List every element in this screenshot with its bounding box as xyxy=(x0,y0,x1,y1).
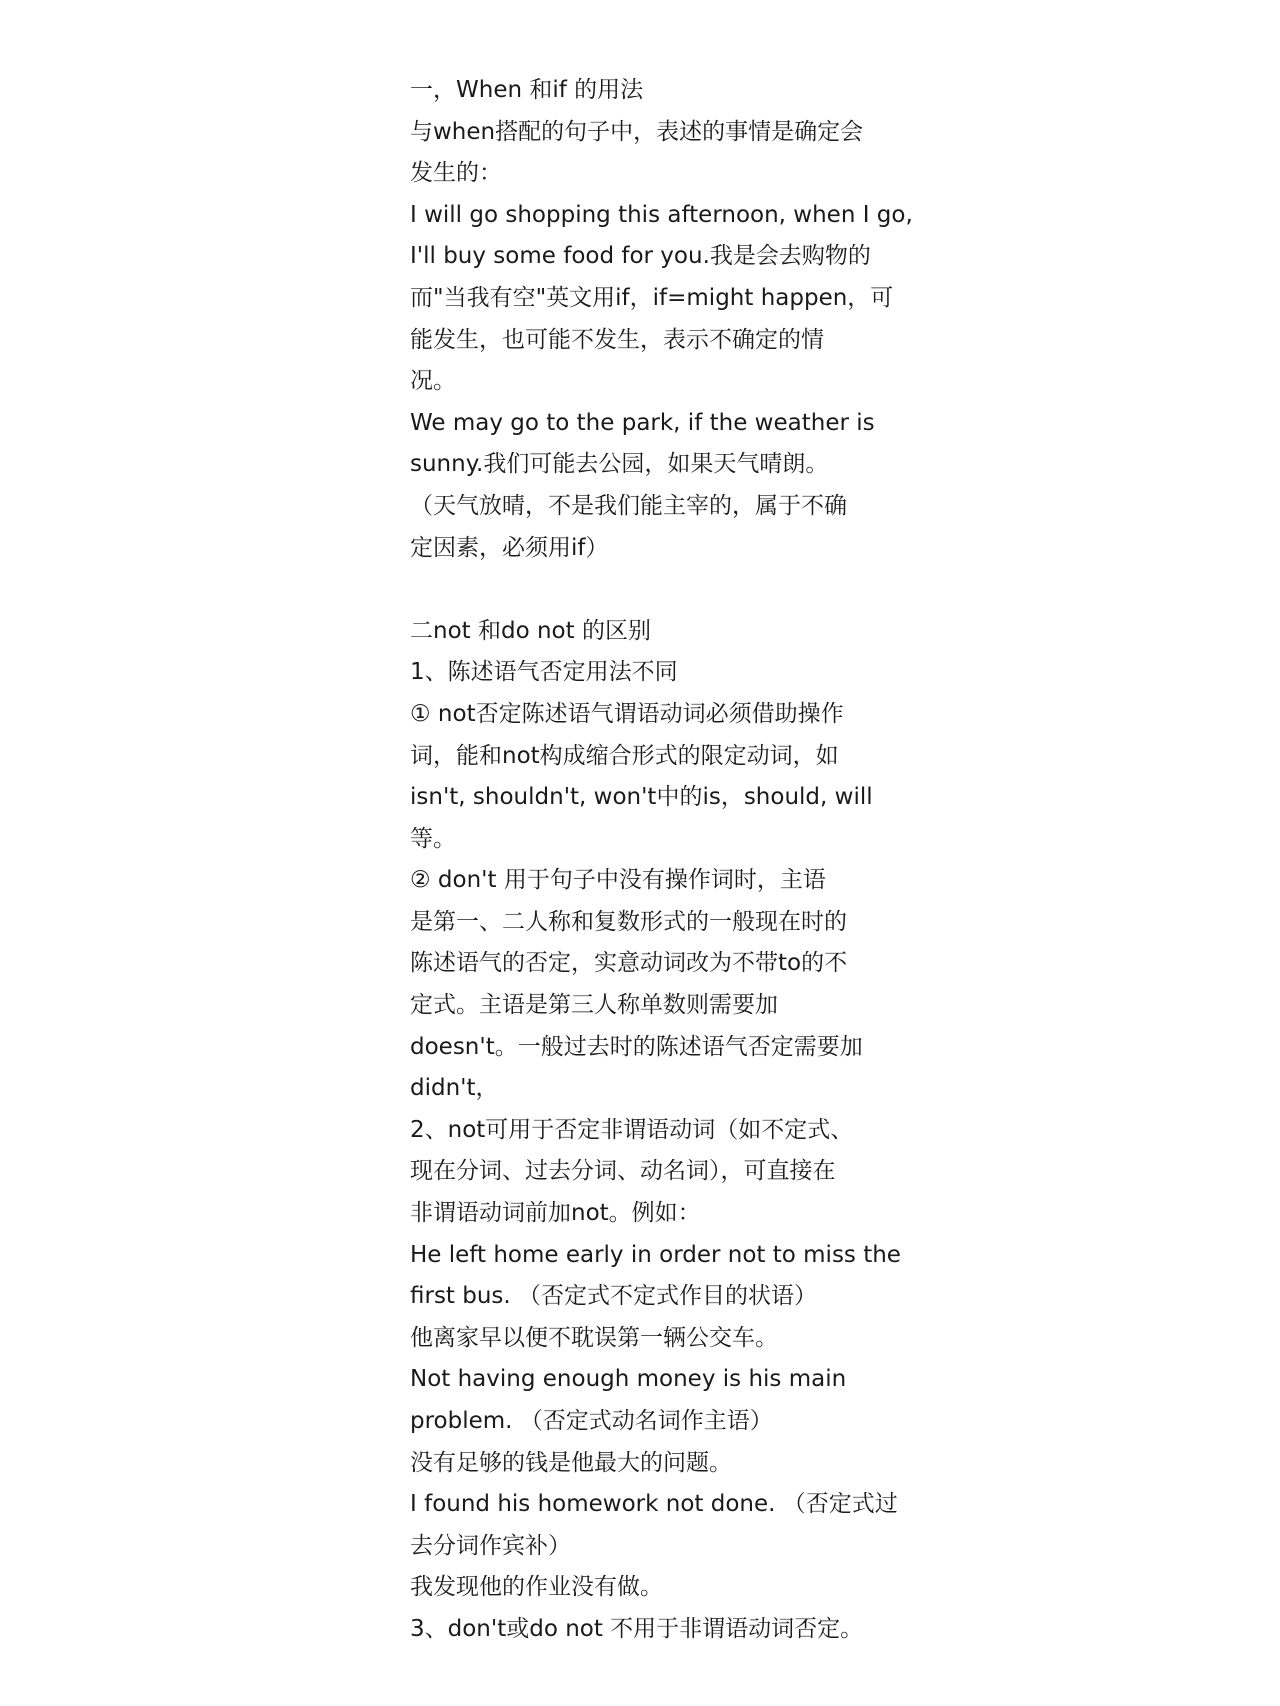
text-line: 现在分词、过去分词、动名词），可直接在 xyxy=(410,1158,836,1185)
text-line: 去分词作宾补） xyxy=(410,1532,571,1559)
text-line: 能发生，也可能不发生，表示不确定的情 xyxy=(410,326,824,353)
text-line: isn't, shouldn't, won't中的is，should, will xyxy=(410,784,873,811)
text-line: didn't， xyxy=(410,1075,499,1102)
text-line: 陈述语气的否定，实意动词改为不带to的不 xyxy=(410,950,848,977)
text-column xyxy=(410,70,913,1651)
text-line: 词，能和not构成缩合形式的限定动词，如 xyxy=(410,742,839,769)
text-line: He left home early in order not to miss the xyxy=(410,1241,901,1268)
text-line: ① not否定陈述语气谓语动词必须借助操作 xyxy=(410,700,844,727)
text-line: 等。 xyxy=(410,825,456,852)
text-line: doesn't。一般过去时的陈述语气否定需要加 xyxy=(410,1033,863,1060)
text-line: 2、not可用于否定非谓语动词（如不定式、 xyxy=(410,1116,854,1143)
text-line: problem. （否定式动名词作主语） xyxy=(410,1408,773,1434)
blank-line xyxy=(410,569,890,611)
text-line: Not having enough money is his main xyxy=(410,1366,847,1393)
text-line: I'll buy some food for you.我是会去购物的 xyxy=(410,243,871,270)
text-line: 是第一、二人称和复数形式的一般现在时的 xyxy=(410,908,847,935)
text-line: 定因素，必须用if） xyxy=(410,534,609,561)
text-line: first bus. （否定式不定式作目的状语） xyxy=(410,1283,818,1310)
text-line: We may go to the park, if the weather is xyxy=(410,409,875,436)
text-line: 发生的： xyxy=(410,160,502,187)
text-line: 没有足够的钱是他最大的问题。 xyxy=(410,1449,732,1476)
text-line: 他离家早以便不耽误第一辆公交车。 xyxy=(410,1324,778,1351)
text-line: 而"当我有空"英文用if，if=might happen，可 xyxy=(410,284,894,311)
text-line: （天气放晴，不是我们能主宰的，属于不确 xyxy=(410,492,847,519)
text-line: sunny.我们可能去公园，如果天气晴朗。 xyxy=(410,451,829,478)
text-line: I will go shopping this afternoon, when I go, xyxy=(410,201,913,228)
text-line: I found his homework not done. （否定式过 xyxy=(410,1491,898,1518)
text-line: 定式。主语是第三人称单数则需要加 xyxy=(410,992,778,1019)
text-line: 3、don't或do not 不用于非谓语动词否定。 xyxy=(410,1615,864,1642)
section-1-heading: 一，When 和if 的用法 xyxy=(410,77,644,103)
text-line: 我发现他的作业没有做。 xyxy=(410,1574,663,1601)
section-2-heading: 二not 和do not 的区别 xyxy=(410,617,651,644)
text-line: 与when搭配的句子中，表述的事情是确定会 xyxy=(410,118,864,145)
text-line: 1、陈述语气否定用法不同 xyxy=(410,659,678,686)
text-line: ② don't 用于句子中没有操作词时，主语 xyxy=(410,867,826,894)
text-line: 况。 xyxy=(410,368,456,395)
text-line: 非谓语动词前加not。例如： xyxy=(410,1200,701,1227)
